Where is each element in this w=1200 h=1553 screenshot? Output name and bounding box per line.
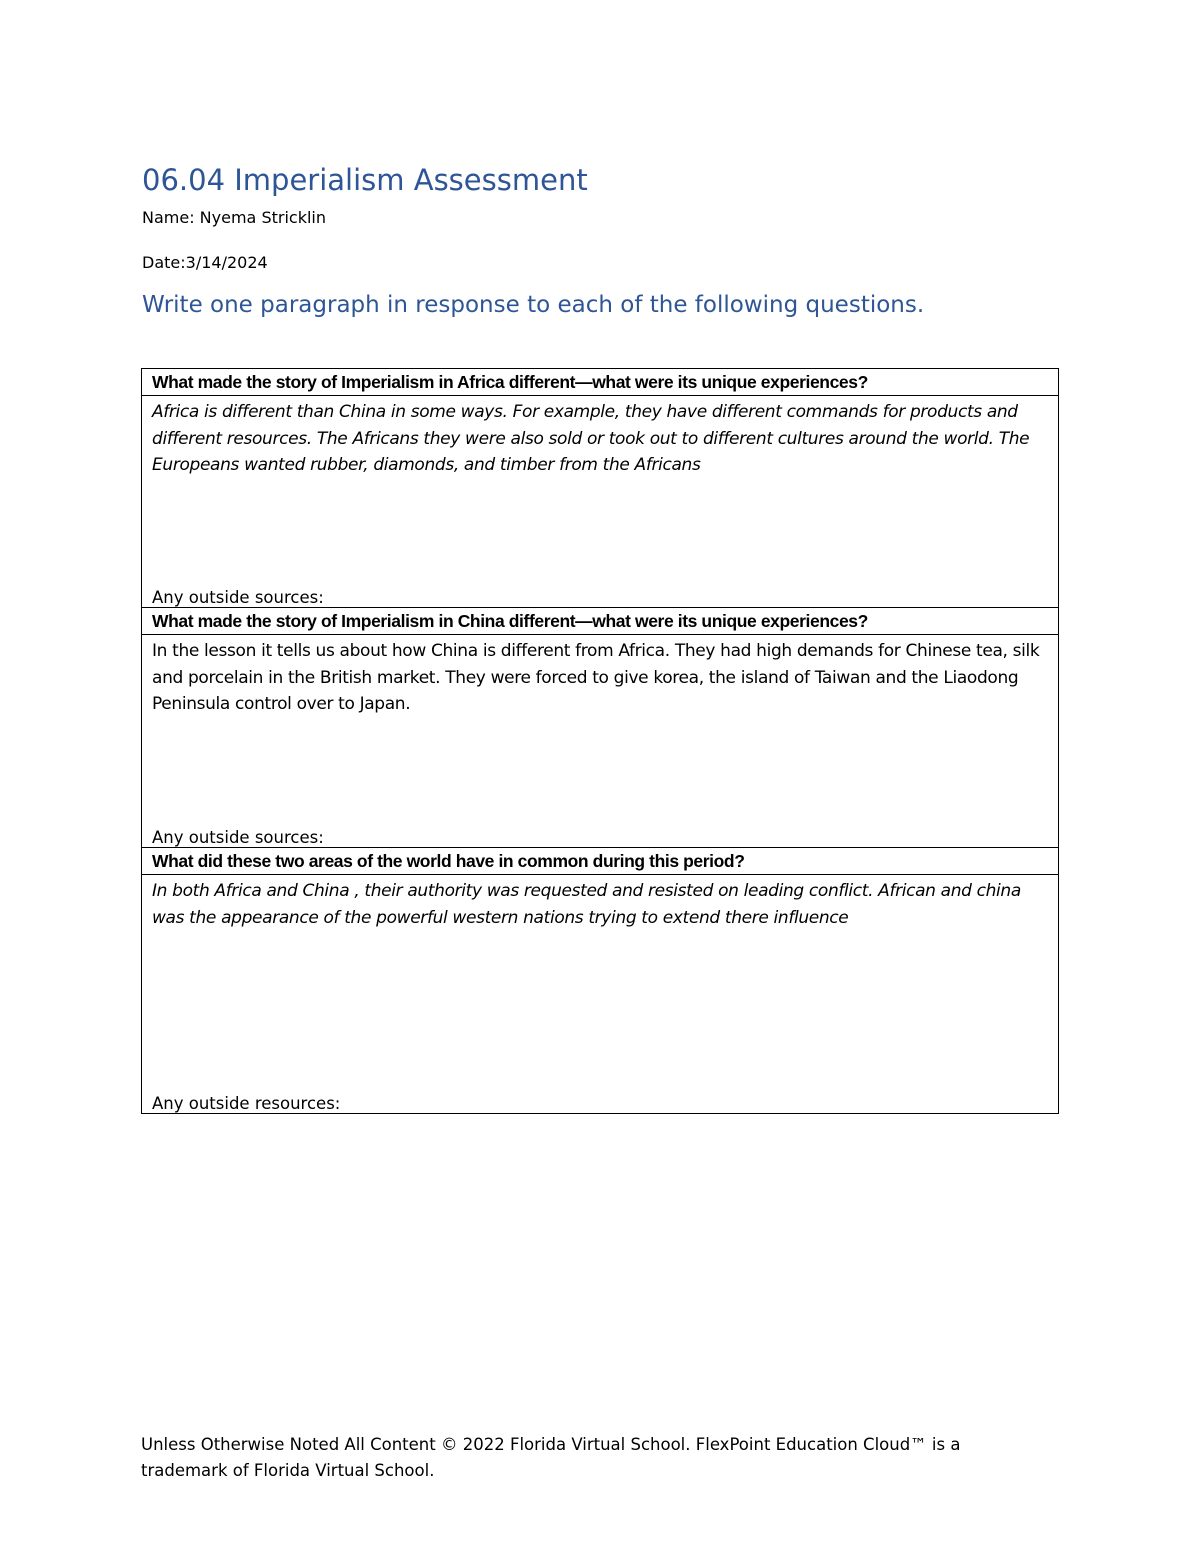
answer-1: Africa is different than China in some ways. For example, they have different commands for products and different resources. The Africans they were also sold or took out to different cultures around the world. The Europeans wanted rubber, diamonds, and timber from the Africans	[152, 402, 1030, 475]
sources-label-2: Any outside sources:	[152, 828, 324, 847]
student-name: Name: Nyema Stricklin	[142, 208, 326, 227]
question-table	[141, 368, 1059, 1114]
page-title: 06.04 Imperialism Assessment	[142, 163, 588, 197]
answer-cell-3[interactable]	[142, 875, 1058, 1113]
question-1: What made the story of Imperialism in Africa different—what were its unique experiences?	[142, 369, 1058, 396]
sources-label-3: Any outside resources:	[152, 1094, 341, 1113]
answer-cell-2[interactable]	[142, 635, 1058, 848]
answer-2: In the lesson it tells us about how China is different from Africa. They had high demands for Chinese tea, silk and porcelain in the British market. They were forced to give korea, the island of Taiwan and the Liaodong Peninsula control over to Japan.	[152, 641, 1040, 714]
answer-3: In both Africa and China , their authority was requested and resisted on leading conflict. African and china was the appearance of the powerful western nations trying to extend there influence	[152, 881, 1021, 928]
instructions: Write one paragraph in response to each of the following questions.	[142, 292, 925, 318]
copyright-footer: Unless Otherwise Noted All Content © 2022 Florida Virtual School. FlexPoint Education Cloud™ is a trademark of Florida Virtual School.	[141, 1435, 961, 1480]
question-3: What did these two areas of the world have in common during this period?	[142, 848, 1058, 875]
sources-label-1: Any outside sources:	[152, 588, 324, 607]
answer-cell-1[interactable]	[142, 396, 1058, 608]
assessment-date: Date:3/14/2024	[142, 253, 268, 272]
question-2: What made the story of Imperialism in China different—what were its unique experiences?	[142, 608, 1058, 635]
